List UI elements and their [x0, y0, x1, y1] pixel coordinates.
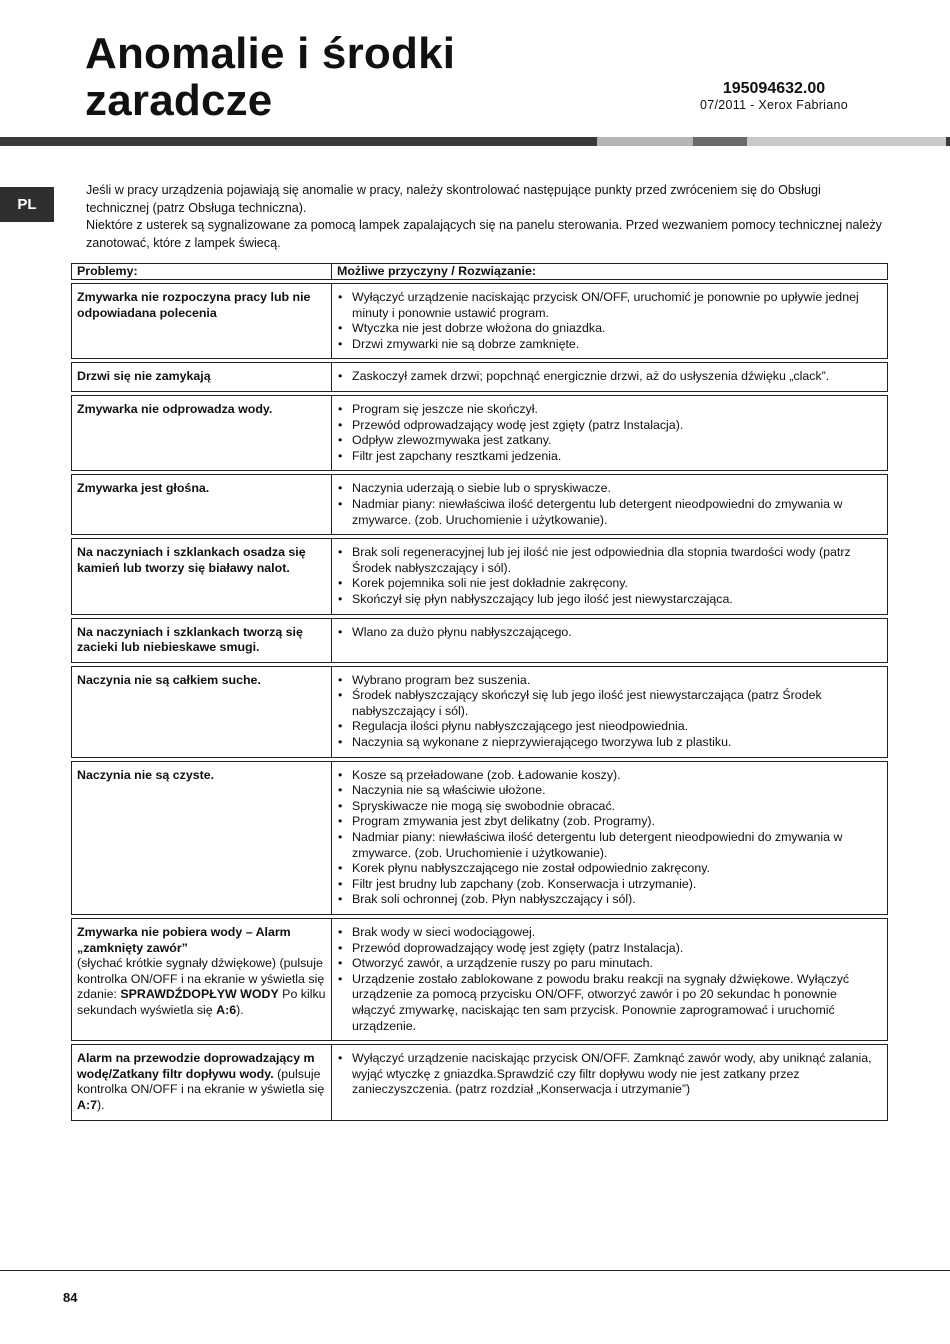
cause-item: • Nadmiar piany: niewłaściwa ilość detergentu lub detergent nieodpowiedni do zmywania w zmywarce. (zob. Uruchomienie i użytkowanie). [352, 497, 882, 528]
cause-item: • Wlano za dużo płynu nabłyszczającego. [352, 625, 882, 641]
solution-cell [332, 666, 888, 757]
cause-item: • Wyłączyć urządzenie naciskając przycisk ON/OFF. Zamknąć zawór wody, aby uniknąć zalania, wyjąć wtyczkę z gniazdka.Sprawdzić czy filtr dopływu wody nie jest zatkany przez zanieczyszczenia. (patrz rozdział „Konserwacja i utrzymanie”) [352, 1051, 882, 1098]
solution-cell [332, 284, 888, 359]
solution-cell [332, 475, 888, 535]
problem-cell: Zmywarka nie odprowadza wody. [72, 395, 332, 470]
table-row [72, 539, 888, 614]
problem-cell: Na naczyniach i szklankach tworzą się zacieki lub niebieskawe smugi. [72, 618, 332, 662]
cause-item: • Przewód odprowadzający wodę jest zgięty (patrz Instalacja). [352, 418, 882, 434]
header-bar-segment [0, 137, 597, 146]
cause-item: • Przewód doprowadzający wodę jest zgięty (patrz Instalacja). [352, 941, 882, 957]
problem-cell: Drzwi się nie zamykają [72, 363, 332, 392]
problem-detail: (pulsuje kontrolka ON/OFF i na ekranie w yświetla się [77, 1066, 325, 1097]
table-row [72, 618, 888, 662]
problem-cell: Naczynia nie są całkiem suche. [72, 666, 332, 757]
cause-item: • Skończył się płyn nabłyszczający lub jego ilość jest niewystarczająca. [352, 592, 882, 608]
cause-item: • Wybrano program bez suszenia. [352, 673, 882, 689]
cause-item: • Korek płynu nabłyszczającego nie został odpowiednio zakręcony. [352, 861, 882, 877]
cause-item: • Brak soli regeneracyjnej lub jej ilość nie jest odpowiednia dla stopnia twardości wody (patrz Środek nabłyszczający i sól). [352, 545, 882, 576]
cause-item: • Brak wody w sieci wodociągowej. [352, 925, 882, 941]
intro-paragraph-2: Niektóre z usterek są sygnalizowane za pomocą lampek zapalających się na panelu sterowania. Przed wezwaniem pomocy technicznej należy zanotować, które z lampek świecą. [86, 218, 882, 250]
table-row [72, 761, 888, 914]
table-row [72, 919, 888, 1041]
document-date: 07/2011 - Xerox Fabriano [699, 98, 849, 112]
document-info [650, 80, 898, 113]
table-row [72, 395, 888, 470]
cause-item: • Filtr jest brudny lub zapchany (zob. Konserwacja i utrzymanie). [352, 877, 882, 893]
problem-cell [72, 1045, 332, 1120]
cause-item: • Zaskoczył zamek drzwi; popchnąć energicznie drzwi, aż do usłyszenia dźwięku „clack”. [352, 369, 882, 385]
solution-cell [332, 1045, 888, 1120]
title-line-2: zaradcze [85, 76, 273, 125]
table-row [72, 363, 888, 392]
problem-cell: Naczynia nie są czyste. [72, 761, 332, 914]
cause-item: • Kosze są przeładowane (zob. Ładowanie koszy). [352, 768, 882, 784]
column-header-problems: Problemy: [72, 264, 332, 280]
error-code: A:6 [216, 1002, 237, 1017]
troubleshooting-table [71, 263, 888, 1121]
cause-item: • Wyłączyć urządzenie naciskając przycisk ON/OFF, uruchomić je ponownie po upływie jednej minuty i ponownie ustawić program. [352, 290, 882, 321]
display-message: SPRAWDŹDOPŁYW WODY [120, 987, 279, 1002]
table-row [72, 475, 888, 535]
solution-cell [332, 395, 888, 470]
solution-cell [332, 919, 888, 1041]
intro-paragraph-1: Jeśli w pracy urządzenia pojawiają się anomalie w pracy, należy skontrolować następujące punkty przed zwróceniem się do Obsługi technicznej (patrz Obsługa techniczna). [86, 183, 821, 215]
problem-title: Alarm na przewodzie doprowadzający m wodę/Zatkany filtr dopływu wody. [77, 1051, 315, 1081]
cause-item: • Urządzenie zostało zablokowane z powodu braku reakcji na sygnały dźwiękowe. Wyłączyć urządzenie za pomocą przycisku ON/OFF, otworzyć zawór i po 20 sekundac h ponownie włączyć zmywarkę, naciskając ten sam przycisk. Ponownie zaprogramować i uruchomić urządzenie. [352, 972, 882, 1034]
cause-item: • Korek pojemnika soli nie jest dokładnie zakręcony. [352, 576, 882, 592]
solution-cell [332, 761, 888, 914]
table-row [72, 284, 888, 359]
title-line-1: Anomalie i środki [85, 29, 456, 78]
column-header-solutions: Możliwe przyczyny / Rozwiązanie: [332, 264, 888, 280]
cause-item: • Drzwi zmywarki nie są dobrze zamknięte. [352, 337, 882, 353]
cause-item: • Nadmiar piany: niewłaściwa ilość detergentu lub detergent nieodpowiedni do zmywania w zmywarce. (zob. Uruchomienie i użytkowanie). [352, 830, 882, 861]
problem-cell: Zmywarka jest głośna. [72, 475, 332, 535]
page-number: 84 [63, 1290, 78, 1305]
problem-title: Zmywarka nie pobiera wody – Alarm „zamknięty zawór” [77, 925, 291, 955]
cause-item: • Program zmywania jest zbyt delikatny (zob. Programy). [352, 814, 882, 830]
cause-item: • Naczynia uderzają o siebie lub o spryskiwacze. [352, 481, 882, 497]
problem-cell: Na naczyniach i szklankach osadza się kamień lub tworzy się białawy nalot. [72, 539, 332, 614]
cause-item: • Naczynia nie są właściwie ułożone. [352, 783, 882, 799]
header-bar-segment [946, 137, 950, 146]
table-row [72, 666, 888, 757]
problem-detail: Po kilku sekundach wyświetla się [77, 987, 326, 1017]
cause-item: • Naczynia są wykonane z nieprzywierającego tworzywa lub z plastiku. [352, 735, 882, 751]
page-title [85, 30, 455, 124]
footer-divider [0, 1270, 950, 1271]
table-row [72, 1045, 888, 1120]
cause-item: • Wtyczka nie jest dobrze włożona do gniazdka. [352, 321, 882, 337]
cause-item: • Otworzyć zawór, a urządzenie ruszy po paru minutach. [352, 956, 882, 972]
problem-detail: (słychać krótkie sygnały dźwiękowe) (pulsuje kontrolka ON/OFF i na ekranie w yświetla się zdanie: [77, 956, 325, 1002]
problem-detail: ). [236, 1002, 244, 1017]
header-bar-segment [693, 137, 747, 146]
language-tab: PL [0, 187, 54, 222]
cause-item: • Środek nabłyszczający skończył się lub jego ilość jest niewystarczająca (patrz Środek nabłyszczający i sól). [352, 688, 882, 719]
intro-text [86, 182, 886, 252]
cause-item: • Brak soli ochronnej (zob. Płyn nabłyszczający i sól). [352, 892, 882, 908]
cause-item: • Filtr jest zapchany resztkami jedzenia. [352, 449, 882, 465]
solution-cell [332, 363, 888, 392]
problem-cell: Zmywarka nie rozpoczyna pracy lub nie odpowiadana polecenia [72, 284, 332, 359]
table-header-row [72, 264, 888, 280]
header-bar-segment [597, 137, 693, 146]
solution-cell [332, 539, 888, 614]
document-number: 195094632.00 [722, 80, 826, 97]
header-bar-segment [747, 137, 946, 146]
solution-cell [332, 618, 888, 662]
cause-item: • Odpływ zlewozmywaka jest zatkany. [352, 433, 882, 449]
cause-item: • Spryskiwacze nie mogą się swobodnie obracać. [352, 799, 882, 815]
error-code: A:7 [77, 1097, 97, 1112]
cause-item: • Program się jeszcze nie skończył. [352, 402, 882, 418]
problem-cell [72, 919, 332, 1041]
problem-detail: ). [96, 1097, 105, 1112]
cause-item: • Regulacja ilości płynu nabłyszczającego jest nieodpowiednia. [352, 719, 882, 735]
